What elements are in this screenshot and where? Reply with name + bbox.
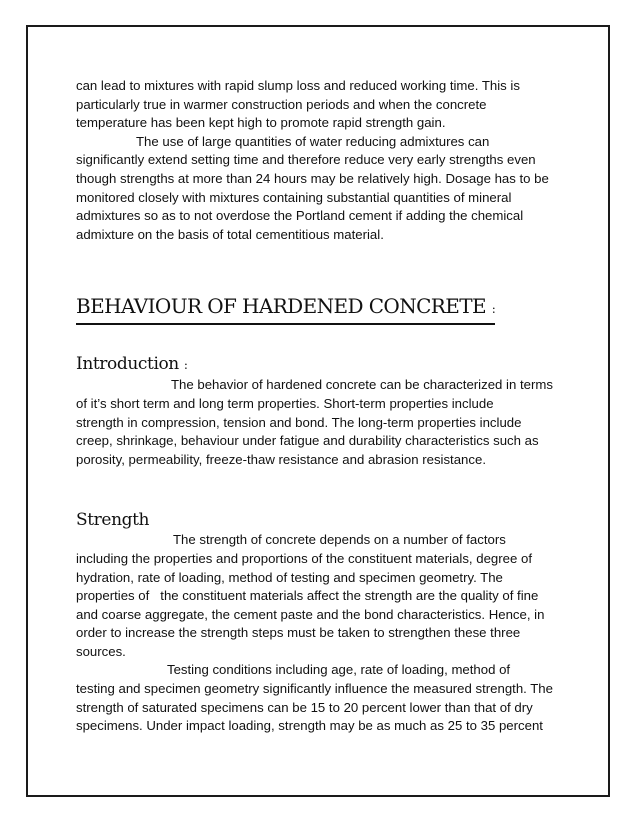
paragraph-strength-1 (76, 531, 576, 661)
text-line: monitored closely with mixtures containing substantial quantities of mineral (76, 189, 512, 205)
text-line: order to increase the strength steps must be taken to strengthen these three (76, 625, 521, 641)
strength-heading: Strength (76, 510, 150, 531)
paragraph-introduction (76, 376, 576, 469)
text-line: strength in compression, tension and bond. The long-term properties include (76, 414, 522, 430)
introduction-heading-text: Introduction (76, 354, 184, 375)
text-line: properties of the constituent materials affect the strength are the quality of fine (76, 588, 539, 604)
text-line: testing and specimen geometry significantly influence the measured strength. The (76, 681, 553, 697)
main-heading (76, 294, 495, 325)
text-line: and coarse aggregate, the cement paste and the bond characteristics. Hence, in (76, 606, 545, 622)
paragraph-admixtures (76, 133, 576, 245)
paragraph-strength-2 (76, 661, 576, 735)
text-line: admixtures so as to not overdose the Portland cement if adding the chemical (76, 208, 524, 224)
document-body (76, 77, 576, 736)
paragraph-top (76, 77, 576, 133)
text-line: specimens. Under impact loading, strength may be as much as 25 to 35 percent (76, 718, 543, 734)
text-line: can lead to mixtures with rapid slump loss and reduced working time. This is (76, 78, 520, 93)
text-line: The strength of concrete depends on a number of factors (173, 532, 506, 548)
introduction-heading (76, 353, 576, 376)
text-line: particularly true in warmer construction periods and when the concrete (76, 96, 487, 112)
text-line: significantly extend setting time and therefore reduce very early strengths even (76, 152, 536, 168)
introduction-heading-colon: : (183, 358, 188, 373)
text-line: of it’s short term and long term properties. Short-term properties include (76, 395, 494, 411)
text-line: temperature has been kept high to promote rapid strength gain. (76, 115, 446, 131)
text-line: strength of saturated specimens can be 15 to 20 percent lower than that of dry (76, 699, 533, 715)
text-line: sources. (76, 643, 126, 659)
text-line: hydration, rate of loading, method of testing and specimen geometry. The (76, 569, 503, 585)
main-heading-colon: : (491, 302, 496, 317)
text-line: admixture on the basis of total cementitious material. (76, 226, 384, 242)
text-line: porosity, permeability, freeze-thaw resistance and abrasion resistance. (76, 451, 486, 467)
text-line: creep, shrinkage, behaviour under fatigue and durability characteristics such as (76, 433, 539, 449)
text-line: The use of large quantities of water reducing admixtures can (136, 133, 490, 149)
text-line: The behavior of hardened concrete can be characterized in terms (171, 377, 553, 393)
text-line: though strengths at more than 24 hours may be relatively high. Dosage has to be (76, 170, 549, 186)
text-line: Testing conditions including age, rate of loading, method of (167, 662, 511, 678)
main-heading-text: BEHAVIOUR OF HARDENED CONCRETE (76, 294, 492, 319)
text-line: including the properties and proportions of the constituent materials, degree of (76, 550, 532, 566)
